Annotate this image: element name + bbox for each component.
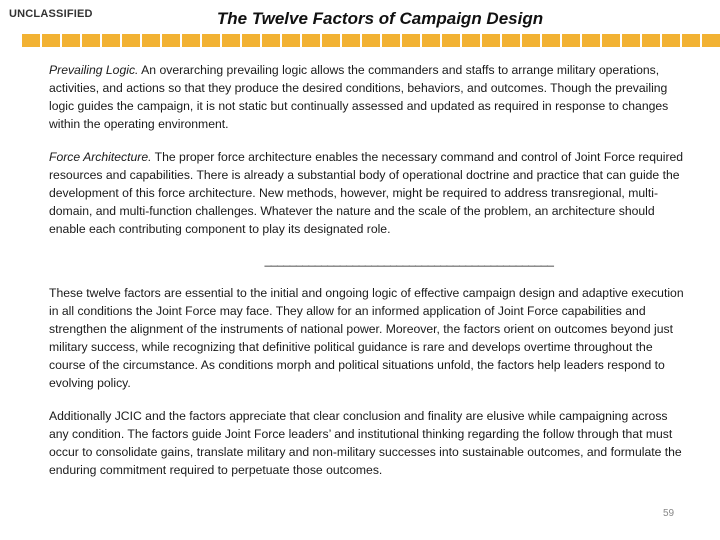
closing-paragraph: These twelve factors are essential to the initial and ongoing logic of effective campaign design and adaptive execution in all conditions the Joint Force may face. They allow for an informed application of Joint Force capabilities and strengthen the alignment of the instruments of national power. Moreover, the factors orient on outcomes beyond just military success, while recognizing that definitive political guidance is rare and develops overtime throughout the course of the circumstance. As conditions morph and political situations unfold, the factors help leaders respond to evolving policy. xyxy=(49,286,684,390)
classification-marking: UNCLASSIFIED xyxy=(9,8,93,20)
closing-paragraph: Additionally JCIC and the factors appreciate that clear conclusion and finality are elusive while campaigning across any condition. The factors guide Joint Force leaders’ and institutional thinking regarding the follow through that must occur to consolidate gains, translate military and non-military successes into sustainable outcomes, and formulate the enduring commitment required to perpetuate those outcomes. xyxy=(49,409,682,477)
factor-force-architecture xyxy=(49,148,689,238)
page-title: The Twelve Factors of Campaign Design xyxy=(216,9,544,28)
slide-body xyxy=(49,61,689,494)
section-separator: ______________________________________________ xyxy=(264,253,554,267)
factor-text: An overarching prevailing logic allows the commanders and staffs to arrange military operations, activities, and actions so that they produce the desired conditions, behaviors, and outcomes. Though the prevailing logic guides the campaign, it is not static but continually assessed and updated as required in response to changes within the operating environment. xyxy=(49,63,669,131)
factor-term: Prevailing Logic. xyxy=(49,63,139,77)
page-number: 59 xyxy=(663,508,675,519)
factor-text: The proper force architecture enables the necessary command and control of Joint Force required resources and capabilities. There is already a substantial body of operational doctrine and practice that can guide the development of this force architecture. New methods, however, might be required to address transregional, multi-domain, and multi-function challenges. Whatever the nature and the scale of the problem, an architecture should enable each contributing component to play its designated role. xyxy=(49,150,684,236)
factor-prevailing-logic xyxy=(49,61,689,133)
factor-term: Force Architecture. xyxy=(49,150,152,164)
title-underline-bar xyxy=(22,34,720,47)
